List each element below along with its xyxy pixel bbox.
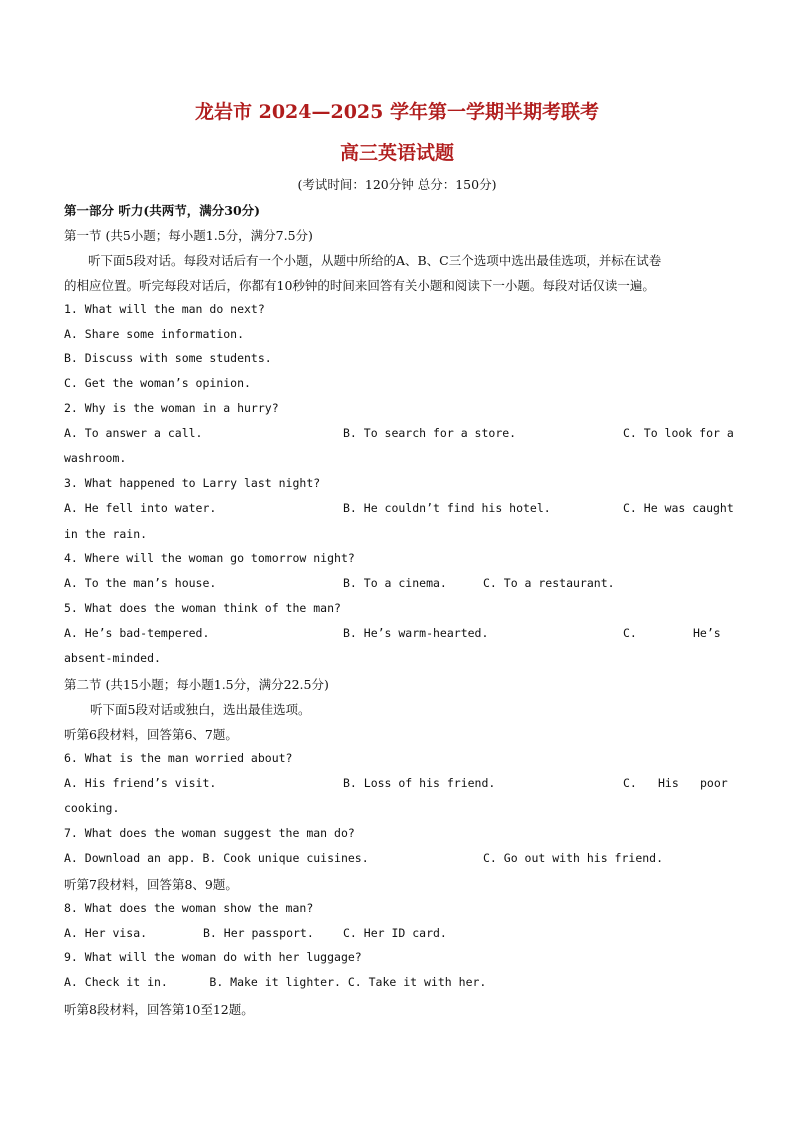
q2-option-c: C. To look for a	[623, 426, 734, 440]
q8-question: 8. What does the woman show the man?	[64, 901, 314, 915]
exam-title: 龙岩市 2024—2025 学年第一学期半期考联考	[195, 101, 599, 123]
q9-options: A. Check it in. B. Make it lighter. C. Take it with her.	[64, 975, 487, 989]
q5-option-c-cont: absent-minded.	[64, 651, 161, 665]
q2-option-a: A. To answer a call.	[64, 426, 203, 440]
q8-option-c: C. Her ID card.	[343, 926, 447, 940]
exam-subtitle: 高三英语试题	[339, 142, 454, 164]
q6-option-b: B. Loss of his friend.	[343, 776, 496, 790]
q4-question: 4. Where will the woman go tomorrow night?	[64, 551, 355, 565]
section1-instructions-line1: 听下面5段对话。每段对话后有一个小题，从题中所给的A、B、C三个选项中选出最佳选项，并标在试卷	[88, 253, 662, 268]
q1-option-b: B. Discuss with some students.	[64, 351, 272, 365]
section1-instructions-line2: 的相应位置。听完每段对话后，你都有10秒钟的时间来回答有关小题和阅读下一小题。每段对话仅读一遍。	[64, 278, 655, 293]
q8-option-b: B. Her passport.	[203, 926, 314, 940]
q6-option-c-letter: C.	[623, 776, 637, 790]
q5-question: 5. What does the woman think of the man?	[64, 601, 341, 615]
q1-option-a: A. Share some information.	[64, 327, 245, 341]
material6-label: 听第6段材料，回答第6、7题。	[64, 727, 238, 742]
q8-option-a: A. Her visa.	[64, 926, 148, 940]
section1-heading: 第一节 (共5小题；每小题1.5分，满分7.5分)	[64, 228, 313, 243]
q5-option-c-letter: C.	[623, 626, 637, 640]
q6-option-a: A. His friend’s visit.	[64, 776, 217, 790]
q3-option-a: A. He fell into water.	[64, 501, 217, 515]
q6-option-c-word2: poor	[700, 776, 728, 790]
q2-question: 2. Why is the woman in a hurry?	[64, 401, 279, 415]
q3-option-b: B. He couldn’t find his hotel.	[343, 501, 551, 515]
q4-option-b: B. To a cinema.	[343, 576, 447, 590]
q4-option-a: A. To the man’s house.	[64, 576, 217, 590]
q3-question: 3. What happened to Larry last night?	[64, 476, 321, 490]
q7-options-ab: A. Download an app. B. Cook unique cuisines.	[64, 851, 369, 865]
q1-question: 1. What will the man do next?	[64, 302, 265, 316]
material8-label: 听第8段材料，回答第10至12题。	[64, 1002, 254, 1017]
q3-option-c-cont: in the rain.	[64, 527, 148, 541]
q5-option-a: A. He’s bad-tempered.	[64, 626, 210, 640]
q2-option-c-cont: washroom.	[64, 451, 127, 465]
q7-option-c: C. Go out with his friend.	[483, 851, 664, 865]
q7-question: 7. What does the woman suggest the man do?	[64, 826, 355, 840]
q4-option-c: C. To a restaurant.	[483, 576, 615, 590]
q6-option-c-cont: cooking.	[64, 801, 120, 815]
q2-option-b: B. To search for a store.	[343, 426, 517, 440]
exam-info: (考试时间：120分钟 总分：150分)	[297, 177, 497, 192]
q5-option-b: B. He’s warm-hearted.	[343, 626, 489, 640]
q3-option-c: C. He was caught	[623, 501, 734, 515]
q6-question: 6. What is the man worried about?	[64, 751, 293, 765]
q6-option-c-word1: His	[658, 776, 679, 790]
material7-label: 听第7段材料，回答第8、9题。	[64, 877, 238, 892]
q9-question: 9. What will the woman do with her luggage?	[64, 950, 362, 964]
q5-option-c-text: He’s	[693, 626, 721, 640]
section2-instructions: 听下面5段对话或独白，选出最佳选项。	[90, 702, 311, 717]
section2-heading: 第二节 (共15小题；每小题1.5分，满分22.5分)	[64, 677, 329, 692]
q1-option-c: C. Get the woman’s opinion.	[64, 376, 251, 390]
part1-heading: 第一部分 听力(共两节，满分30分)	[64, 203, 261, 218]
